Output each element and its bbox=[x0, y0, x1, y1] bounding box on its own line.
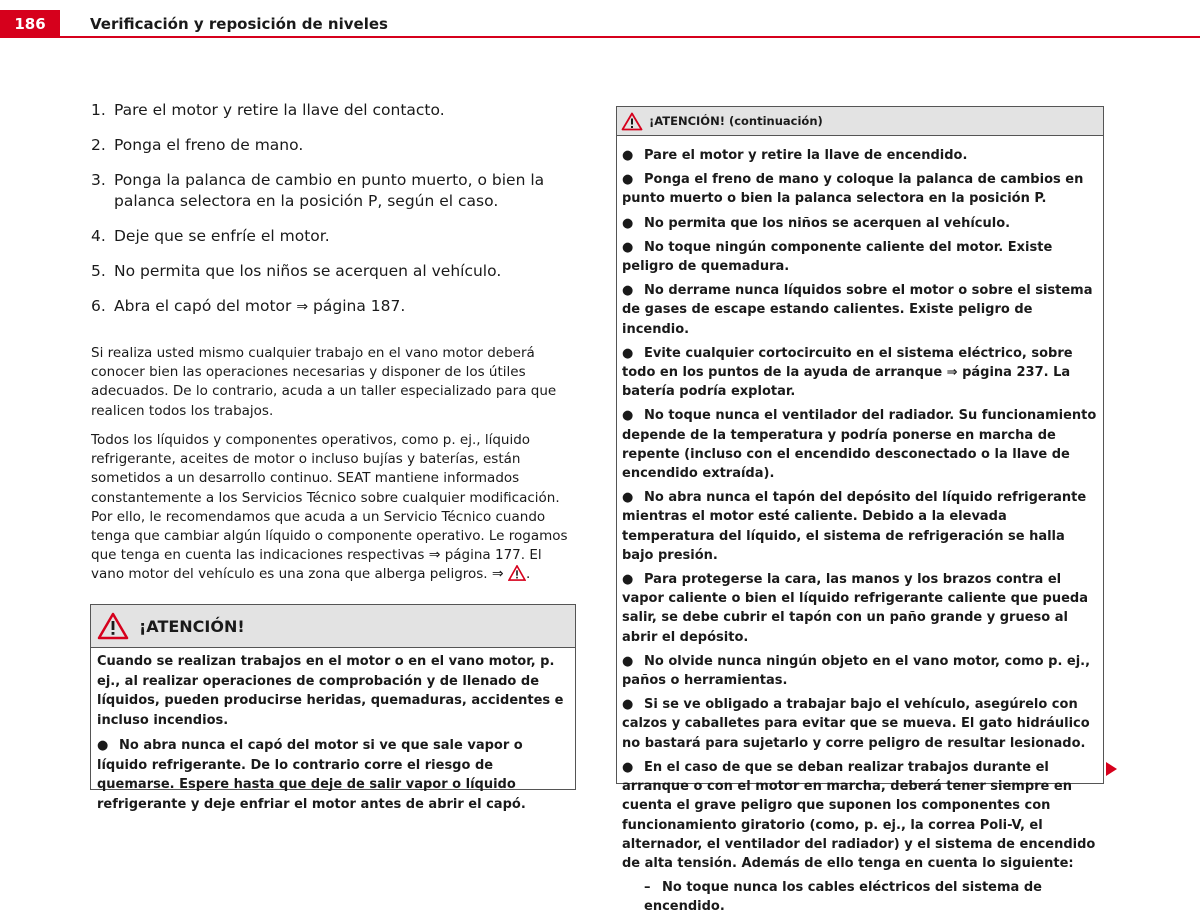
warning-item: ● No derrame nunca líquidos sobre el motor o sobre el sistema de gases de escape estando calientes. Existe peligro de incendio. bbox=[622, 283, 1093, 337]
warning-triangle-icon bbox=[621, 112, 643, 131]
bullet-icon: ● bbox=[622, 572, 634, 588]
warning-item: ● No toque nunca el ventilador del radiador. Su funcionamiento depende de la temperatura y podría ponerse en marcha de repente (incluso con el encendido desconectado o la llave de encendido extraída). bbox=[622, 408, 1097, 482]
warning-item: ● En el caso de que se deban realizar trabajos durante el arranque o con el motor en marcha, deberá tener siempre en cuenta el grave peligro que suponen los componentes con funcionamiento giratorio (como, p. ej., la correa Poli-V, el alternador, el ventilador del radiador) y el sistema de encendido de alta tensión. Además de ello tenga en cuenta lo siguiente: bbox=[622, 759, 1096, 871]
step-item: 4. Deje que se enfríe el motor. bbox=[91, 227, 330, 245]
continuation-title: ¡ATENCIÓN! (continuación) bbox=[649, 114, 823, 128]
warning-item: ● Para protegerse la cara, las manos y los brazos contra el vapor caliente o bien el líquido refrigerante caliente que pueda salir, se debe cubrir el tapón con un paño grande y grueso al abrir el depósito. bbox=[622, 572, 1088, 645]
bullet-icon: ● bbox=[622, 345, 634, 361]
dash-icon: – bbox=[644, 880, 651, 896]
bullet-icon: ● bbox=[622, 239, 634, 255]
warning-item: ● No permita que los niños se acerquen al vehículo. bbox=[622, 214, 1098, 233]
step-item: 6. Abra el capó del motor ⇒ página 187. bbox=[91, 297, 406, 315]
warning-header bbox=[91, 605, 575, 648]
step-item: 3. Ponga la palanca de cambio en punto muerto, o bien la palanca selectora en la posición P, según el caso. bbox=[91, 171, 545, 210]
page-reference-arrow: ⇒ bbox=[296, 299, 309, 315]
step-list bbox=[91, 100, 581, 332]
warning-title: ¡ATENCIÓN! bbox=[139, 616, 245, 636]
bullet-icon: ● bbox=[622, 697, 634, 713]
warning-item: ● No olvide nunca ningún objeto en el vano motor, como p. ej., paños o herramientas. bbox=[622, 653, 1091, 689]
warning-triangle-icon bbox=[508, 565, 526, 581]
page-header bbox=[0, 0, 1200, 40]
bullet-icon: ● bbox=[622, 759, 634, 775]
bullet-icon: ● bbox=[622, 653, 634, 669]
step-item: 2. Ponga el freno de mano. bbox=[91, 136, 304, 154]
warning-item: ● No abra nunca el capó del motor si ve que sale vapor o líquido refrigerante. De lo contrario corre el riesgo de quemarse. Espere hasta que deje de salir vapor o líquido refrigerante y deje enfriar el motor antes de abrir el capó. bbox=[97, 738, 526, 812]
continuation-content bbox=[617, 136, 1103, 917]
warning-item: ● No abra nunca el tapón del depósito del líquido refrigerante mientras el motor esté caliente. Debido a la elevada temperatura del líquido, el sistema de refrigeración se halla bajo presión. bbox=[622, 490, 1087, 563]
continuation-header bbox=[617, 107, 1103, 136]
bullet-icon: ● bbox=[622, 148, 634, 163]
page-reference-arrow: ⇒ bbox=[428, 547, 441, 564]
bullet-icon: ● bbox=[622, 172, 634, 188]
warning-intro: Cuando se realizan trabajos en el motor o en el vano motor, p. ej., al realizar operaciones de comprobación y de llenado de líquidos, pueden producirse heridas, quemaduras, accidentes e incluso incendios. bbox=[97, 654, 564, 728]
bullet-icon: ● bbox=[97, 738, 109, 753]
warning-sub-item: – No toque nunca los cables eléctricos del sistema de encendido. bbox=[644, 880, 1042, 915]
step-item: 5. No permita que los niños se acerquen al vehículo. bbox=[91, 262, 502, 280]
warning-content bbox=[91, 648, 575, 814]
warning-box bbox=[90, 604, 576, 812]
bullet-icon: ● bbox=[622, 490, 634, 506]
step-item: 1. Pare el motor y retire la llave del contacto. bbox=[91, 101, 445, 119]
warning-continuation-box bbox=[616, 106, 1104, 915]
warning-item: ● Ponga el freno de mano y coloque la palanca de cambios en punto muerto o bien la palanca selectora en la posición P. bbox=[622, 172, 1084, 207]
page-title: Verificación y reposición de niveles bbox=[90, 15, 388, 33]
header-rule bbox=[60, 36, 1200, 38]
bullet-icon: ● bbox=[622, 215, 634, 231]
warning-item: ● No toque ningún componente caliente del motor. Existe peligro de quemadura. bbox=[622, 239, 1053, 275]
bullet-icon: ● bbox=[622, 408, 634, 424]
warning-item: ● Evite cualquier cortocircuito en el sistema eléctrico, sobre todo en los puntos de la ayuda de arranque ⇒ página 237. La batería podría explotar. bbox=[622, 345, 1073, 400]
warning-reference-arrow: ⇒ bbox=[491, 566, 504, 583]
intro-paragraph: Si realiza usted mismo cualquier trabajo en el vano motor deberá conocer bien las operaciones necesarias y disponer de los útiles adecuados. De lo contrario, acuda a un taller especializado para que realicen todos los trabajos. bbox=[91, 345, 557, 419]
page-number: 186 bbox=[0, 10, 60, 38]
page-reference-link[interactable]: página 187. bbox=[313, 297, 406, 315]
warning-item: ● Si se ve obligado a trabajar bajo el vehículo, asegúrelo con calzos y caballetes para evitar que se mueva. El gato hidráulico no bastará para sujetarlo y corre peligro de resultar lesionado. bbox=[622, 697, 1090, 751]
warning-triangle-icon bbox=[97, 612, 129, 640]
fluids-paragraph: Todos los líquidos y componentes operativos, como p. ej., líquido refrigerante, aceites de motor o incluso bujías y baterías, están sometidos a un desarrollo continuo. SEAT mantiene informados constantemente a los Servicios Técnico sobre cualquier modificación. Por ello, le recomendamos que acuda a un Servicio Técnico cuando tenga que cambiar algún líquido o componente operativo. Le rogamos que tenga en cuenta las indicaciones respectivas ⇒ página 177. El vano motor del vehículo es una zona que alberga peligros. ⇒ . bbox=[91, 432, 568, 583]
continue-arrow-icon bbox=[1106, 762, 1117, 776]
bullet-icon: ● bbox=[622, 283, 634, 299]
warning-item: ● Pare el motor y retire la llave de encendido. bbox=[622, 146, 1098, 165]
